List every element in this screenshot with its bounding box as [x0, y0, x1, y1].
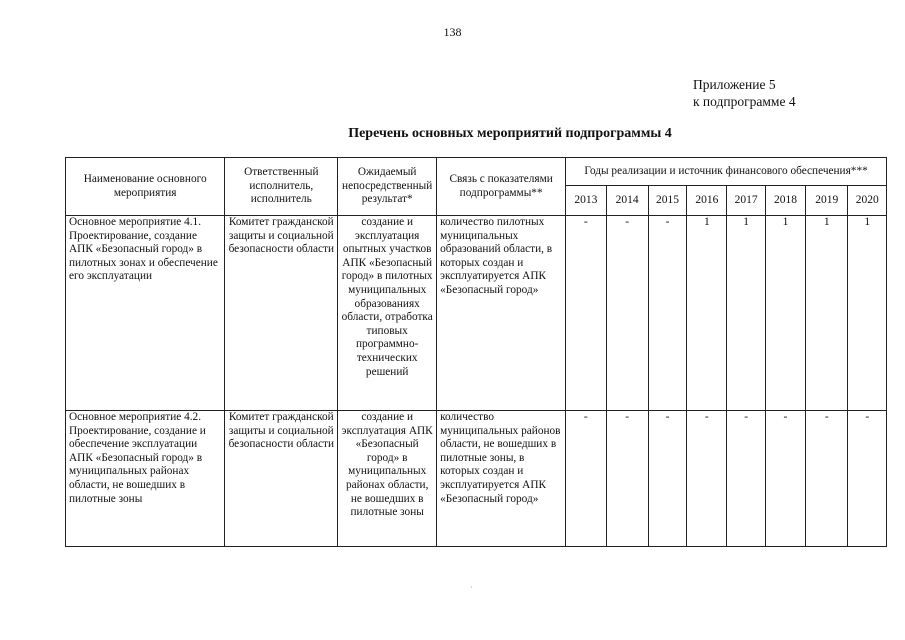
header-indicator-link: Связь с показателями подпрограммы**: [437, 158, 566, 216]
row-value-2018: -: [765, 411, 805, 547]
row-responsible: Комитет гражданской защиты и социальной безопасности области: [225, 411, 338, 547]
row-value-2013: -: [566, 216, 606, 411]
row-value-2014: -: [606, 216, 648, 411]
table-row: [66, 216, 887, 411]
scan-mark: ·: [470, 583, 473, 592]
row-activity-name: Основное мероприятие 4.1. Проектирование, создание АПК «Безопасный город» в пилотных зонах и обеспечение его эксплуатации: [66, 216, 225, 411]
header-years-group: Годы реализации и источник финансового обеспечения***: [566, 158, 887, 186]
page-number: 138: [443, 25, 462, 39]
year-2018: 2018: [765, 186, 805, 216]
year-2015: 2015: [648, 186, 686, 216]
row-responsible: Комитет гражданской защиты и социальной безопасности области: [225, 216, 338, 411]
row-indicator-link: количество пилотных муниципальных образований области, в которых создан и эксплуатируется АПК «Безопасный город»: [437, 216, 566, 411]
row-value-2015: -: [648, 216, 686, 411]
row-value-2013: -: [566, 411, 606, 547]
header-expected-result: Ожидаемый непосредственный результат*: [338, 158, 437, 216]
year-2020: 2020: [848, 186, 887, 216]
row-expected-result: создание и эксплуатация опытных участков АПК «Безопасный город» в пилотных муниципальных образованиях области, отработка типовых программно-технических решений: [338, 216, 437, 411]
document-title: Перечень основных мероприятий подпрограммы 4: [348, 126, 672, 141]
row-value-2014: -: [606, 411, 648, 547]
row-value-2017: -: [727, 411, 765, 547]
year-2014: 2014: [606, 186, 648, 216]
row-value-2019: -: [806, 411, 848, 547]
year-2019: 2019: [806, 186, 848, 216]
header-responsible: Ответственный исполнитель, исполнитель: [225, 158, 338, 216]
appendix-line-2: к подпрограмме 4: [693, 94, 796, 109]
row-value-2016: -: [687, 411, 727, 547]
row-value-2017: 1: [727, 216, 765, 411]
table-row: [66, 411, 887, 547]
row-value-2018: 1: [765, 216, 805, 411]
row-value-2020: 1: [848, 216, 887, 411]
row-value-2019: 1: [806, 216, 848, 411]
year-2013: 2013: [566, 186, 606, 216]
row-expected-result: создание и эксплуатация АПК «Безопасный город» в муниципальных районах области, не вошедших в пилотные зоны: [338, 411, 437, 547]
activities-table: [65, 157, 887, 547]
year-2016: 2016: [687, 186, 727, 216]
header-name: Наименование основного мероприятия: [66, 158, 225, 216]
row-value-2015: -: [648, 411, 686, 547]
row-indicator-link: количество муниципальных районов области, не вошедших в пилотные зоны, в которых создан и эксплуатируется АПК «Безопасный город»: [437, 411, 566, 547]
row-value-2020: -: [848, 411, 887, 547]
appendix-line-1: Приложение 5: [693, 77, 776, 92]
appendix-label: [693, 76, 796, 110]
row-value-2016: 1: [687, 216, 727, 411]
year-2017: 2017: [727, 186, 765, 216]
row-activity-name: Основное мероприятие 4.2. Проектирование, создание и обеспечение эксплуатации АПК «Безопасный город» в муниципальных районах области, не вошедших в пилотные зоны: [66, 411, 225, 547]
